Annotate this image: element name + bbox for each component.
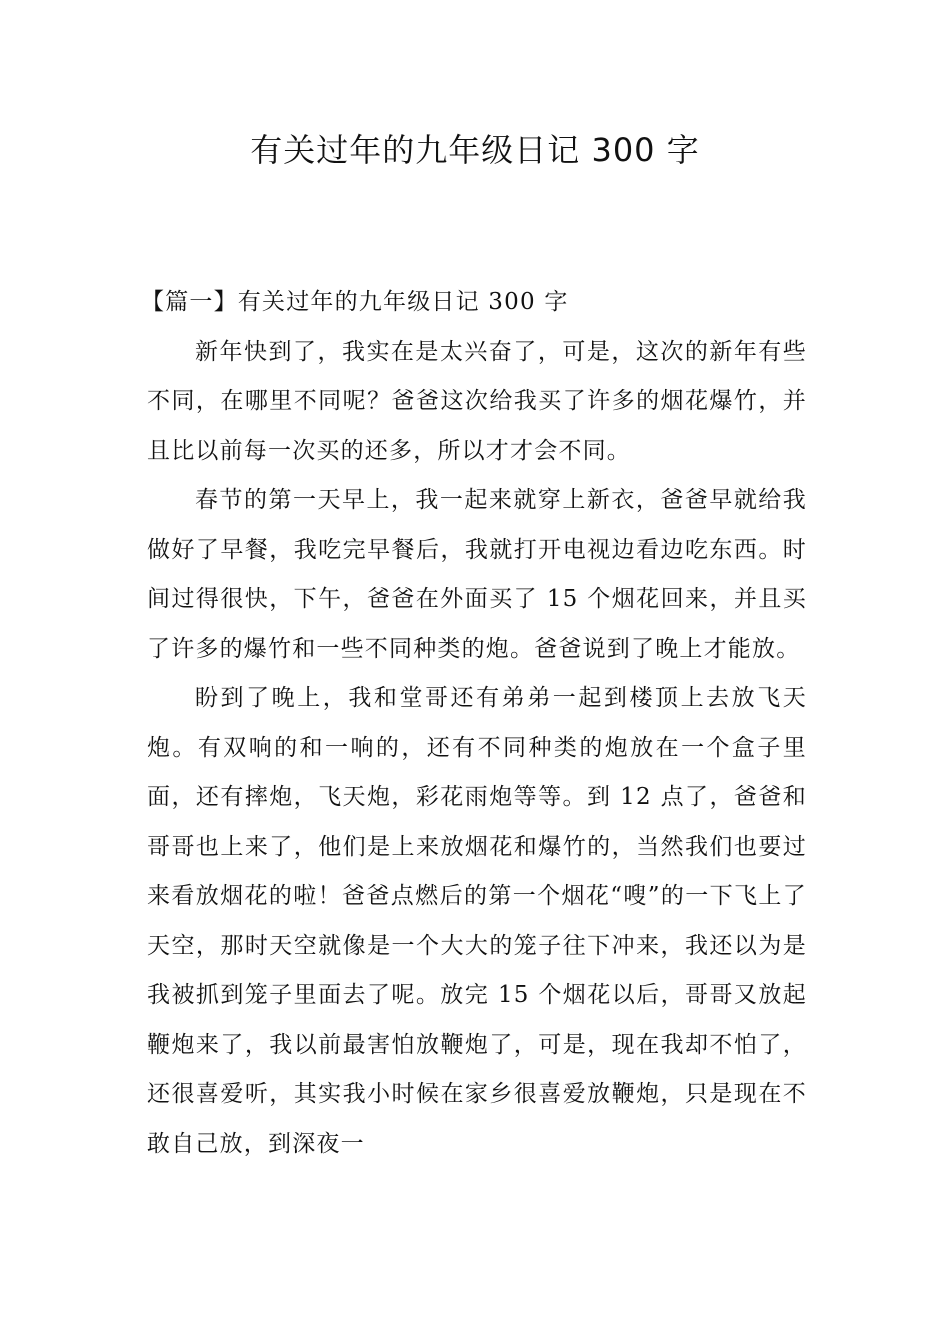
paragraph-3: 盼到了晚上，我和堂哥还有弟弟一起到楼顶上去放飞天炮。有双响的和一响的，还有不同种类的炮放在一个盒子里面，还有摔炮，飞天炮，彩花雨炮等等。到 12 点了，爸爸和哥哥也上来了，他们是上来放烟花和爆竹的，当然我们也要过来看放烟花的啦！爸爸点燃后的第一个烟花“嗖”的一下飞上了天空，那时天空就像是一个大大的笼子往下冲来，我还以为是我被抓到笼子里面去了呢。放完 15 个烟花以后，哥哥又放起鞭炮来了，我以前最害怕放鞭炮了，可是，现在我却不怕了，还很喜爱听，其实我小时候在家乡很喜爱放鞭炮，只是现在不敢自己放，到深夜一 [147,685,807,1157]
document-body [141,278,807,1169]
document-title: 有关过年的九年级日记 300 字 [250,131,700,169]
paragraph-1: 新年快到了，我实在是太兴奋了，可是，这次的新年有些不同，在哪里不同呢？爸爸这次给我买了许多的烟花爆竹，并且比以前每一次买的还多，所以才才会不同。 [147,338,807,464]
paragraph-2: 春节的第一天早上，我一起来就穿上新衣，爸爸早就给我做好了早餐，我吃完早餐后，我就打开电视边看边吃东西。时间过得很快，下午，爸爸在外面买了 15 个烟花回来，并且买了许多的爆竹和一些不同种类的炮。爸爸说到了晚上才能放。 [147,487,807,662]
section-heading: 【篇一】有关过年的九年级日记 300 字 [141,289,569,315]
